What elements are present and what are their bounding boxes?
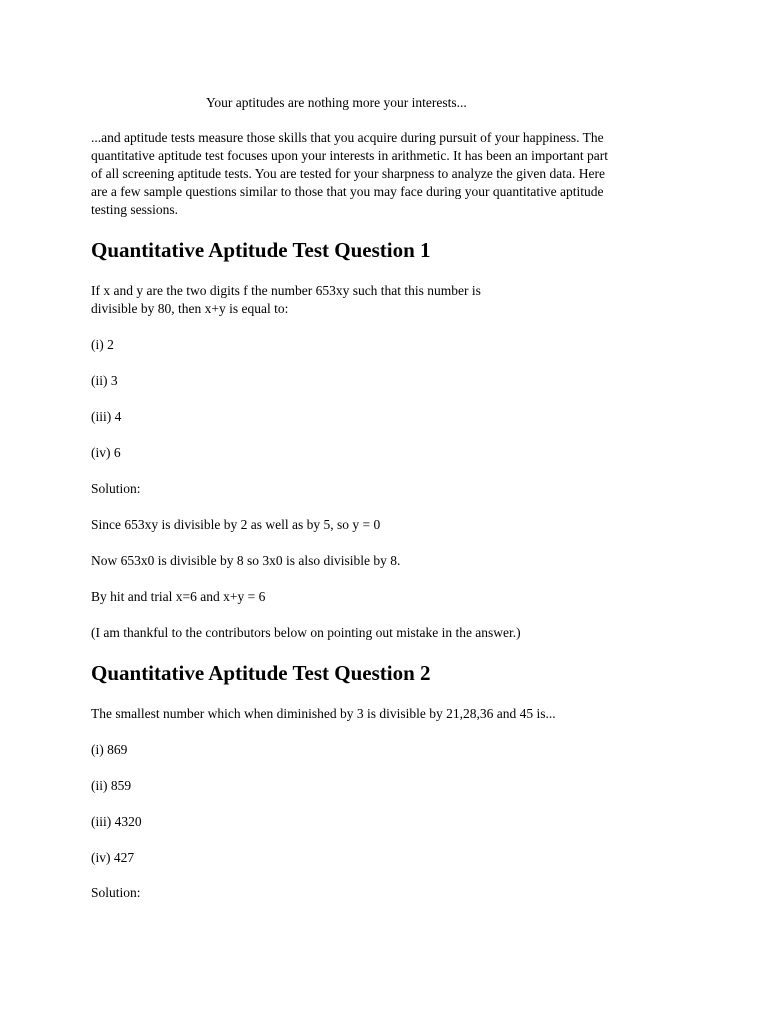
question-1-solution-line: Since 653xy is divisible by 2 as well as by 5, so y = 0 [91,517,381,532]
question-2-option: (ii) 859 [91,778,132,793]
question-1-text-line: If x and y are the two digits f the number 653xy such that this number is [91,283,481,298]
question-1-option: (iv) 6 [91,445,121,460]
question-2-solution-label: Solution: [91,885,141,900]
intro-line: testing sessions. [91,202,179,217]
question-2-option: (iii) 4320 [91,814,142,829]
question-1-option: (iii) 4 [91,409,122,424]
question-1-heading: Quantitative Aptitude Test Question 1 [91,238,431,262]
question-1-solution-label: Solution: [91,481,141,496]
tagline: Your aptitudes are nothing more your interests... [206,95,467,110]
question-1-text-line: divisible by 80, then x+y is equal to: [91,301,289,316]
intro-line: of all screening aptitude tests. You are tested for your sharpness to analyze the given data. Here [91,166,605,181]
question-2-heading: Quantitative Aptitude Test Question 2 [91,661,431,685]
question-1-note: (I am thankful to the contributors below on pointing out mistake in the answer.) [91,625,521,640]
question-2-option: (iv) 427 [91,850,135,865]
intro-line: quantitative aptitude test focuses upon your interests in arithmetic. It has been an important part [91,148,608,163]
question-2-option: (i) 869 [91,742,128,757]
question-1-solution-line: Now 653x0 is divisible by 8 so 3x0 is also divisible by 8. [91,553,401,568]
question-1-option: (ii) 3 [91,373,118,388]
intro-paragraph [91,129,681,219]
question-1-option: (i) 2 [91,337,114,352]
intro-line: are a few sample questions similar to those that you may face during your quantitative aptitude [91,184,604,199]
question-2-text: The smallest number which when diminished by 3 is divisible by 21,28,36 and 45 is... [91,706,556,721]
question-1-solution-line: By hit and trial x=6 and x+y = 6 [91,589,266,604]
intro-line: ...and aptitude tests measure those skills that you acquire during pursuit of your happiness. The [91,130,604,145]
